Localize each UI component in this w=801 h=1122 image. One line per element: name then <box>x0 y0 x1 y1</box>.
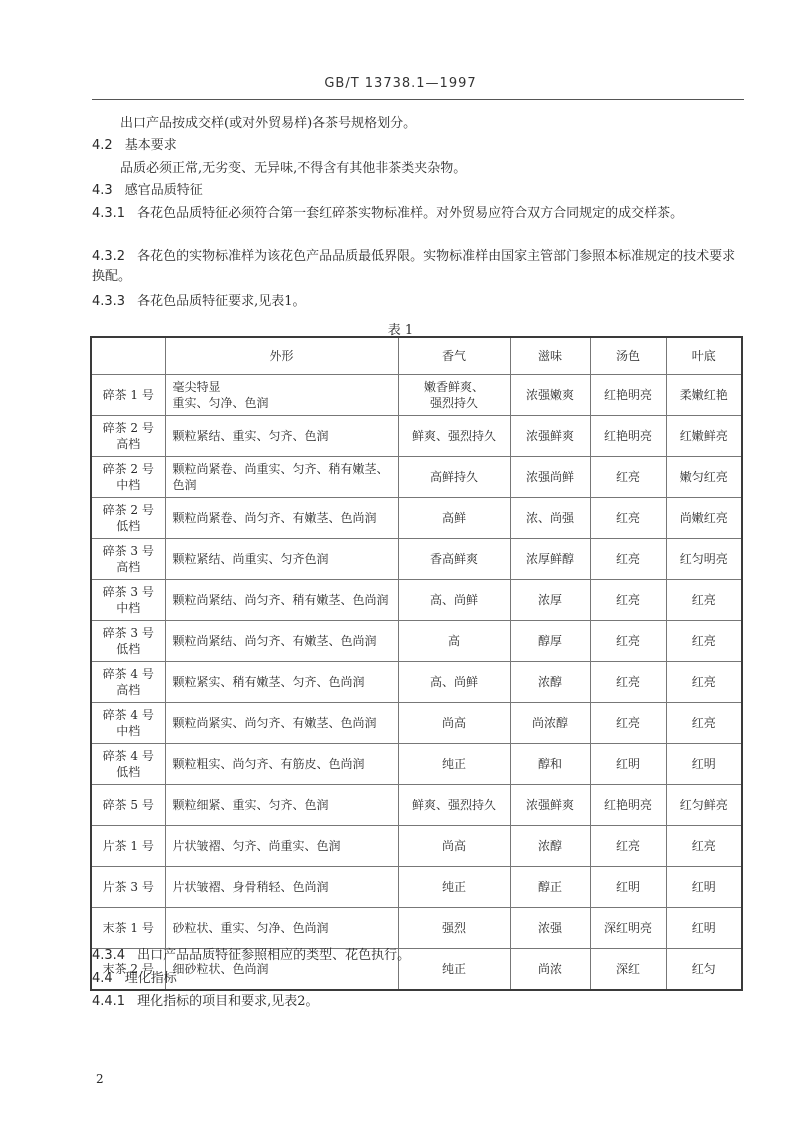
table-row <box>91 457 742 498</box>
leaf-bottom-cell: 红匀鲜亮 <box>666 785 742 826</box>
shape-cell: 颗粒粗实、尚匀齐、有筋皮、色尚润 <box>165 744 398 785</box>
table-row <box>91 703 742 744</box>
clause-number: 4.3.2 <box>92 249 126 264</box>
aroma-cell: 香高鲜爽 <box>398 539 510 580</box>
table-row <box>91 908 742 949</box>
table-row <box>91 580 742 621</box>
column-header-liquor-color: 汤色 <box>590 337 666 375</box>
leaf-bottom-cell: 红匀明亮 <box>666 539 742 580</box>
shape-cell: 片状皱褶、身骨稍轻、色尚润 <box>165 867 398 908</box>
taste-cell: 浓醇 <box>510 826 590 867</box>
grade-cell: 末茶 2 号 <box>91 949 165 990</box>
section-4-3-heading <box>92 181 744 201</box>
taste-cell: 浓厚 <box>510 580 590 621</box>
clause-number: 4.4.1 <box>92 994 126 1009</box>
column-header-taste: 滋味 <box>510 337 590 375</box>
leaf-bottom-cell: 红明 <box>666 867 742 908</box>
taste-cell: 尚浓 <box>510 949 590 990</box>
liquor-color-cell: 深红 <box>590 949 666 990</box>
liquor-color-cell: 红亮 <box>590 457 666 498</box>
taste-cell: 浓醇 <box>510 662 590 703</box>
aroma-cell: 纯正 <box>398 867 510 908</box>
table-header-row <box>91 337 742 375</box>
aroma-cell: 尚高 <box>398 826 510 867</box>
liquor-color-cell: 红明 <box>590 744 666 785</box>
shape-cell: 颗粒紧结、尚重实、匀齐色润 <box>165 539 398 580</box>
clause-4-3-3 <box>92 292 744 312</box>
aroma-cell: 鲜爽、强烈持久 <box>398 785 510 826</box>
grade-cell: 片茶 1 号 <box>91 826 165 867</box>
clause-number: 4.3.3 <box>92 294 126 309</box>
grade-cell: 末茶 1 号 <box>91 908 165 949</box>
shape-cell: 颗粒尚紧卷、尚重实、匀齐、稍有嫩茎、 色润 <box>165 457 398 498</box>
grade-cell: 碎茶 2 号 低档 <box>91 498 165 539</box>
leaf-bottom-cell: 嫩匀红亮 <box>666 457 742 498</box>
clause-4-3-1 <box>92 204 744 224</box>
section-4-2-heading <box>92 136 744 156</box>
leaf-bottom-cell: 红亮 <box>666 826 742 867</box>
clause-body: 出口产品品质特征参照相应的类型、花色执行。 <box>137 948 411 963</box>
clause-4-3-4 <box>92 946 744 966</box>
leaf-bottom-cell: 红嫩鲜亮 <box>666 416 742 457</box>
taste-cell: 尚浓醇 <box>510 703 590 744</box>
grade-cell: 碎茶 3 号 低档 <box>91 621 165 662</box>
liquor-color-cell: 红明 <box>590 867 666 908</box>
leaf-bottom-cell: 红亮 <box>666 621 742 662</box>
shape-cell: 颗粒细紧、重实、匀齐、色润 <box>165 785 398 826</box>
clause-number: 4.3.4 <box>92 948 126 963</box>
liquor-color-cell: 红亮 <box>590 703 666 744</box>
section-number: 4.3 <box>92 183 113 198</box>
grade-cell: 碎茶 4 号 中档 <box>91 703 165 744</box>
taste-cell: 醇和 <box>510 744 590 785</box>
aroma-cell: 纯正 <box>398 949 510 990</box>
taste-cell: 醇正 <box>510 867 590 908</box>
aroma-cell: 强烈 <box>398 908 510 949</box>
aroma-cell: 鲜爽、强烈持久 <box>398 416 510 457</box>
table-row <box>91 867 742 908</box>
grade-cell: 碎茶 1 号 <box>91 375 165 416</box>
table-row <box>91 539 742 580</box>
leaf-bottom-cell: 尚嫩红亮 <box>666 498 742 539</box>
shape-cell: 颗粒尚紧卷、尚匀齐、有嫩茎、色尚润 <box>165 498 398 539</box>
taste-cell: 浓强鲜爽 <box>510 785 590 826</box>
shape-cell: 片状皱褶、匀齐、尚重实、色润 <box>165 826 398 867</box>
clause-body: 各花色品质特征要求,见表1。 <box>137 294 306 309</box>
liquor-color-cell: 红亮 <box>590 580 666 621</box>
shape-cell: 颗粒尚紧结、尚匀齐、有嫩茎、色尚润 <box>165 621 398 662</box>
taste-cell: 浓强嫩爽 <box>510 375 590 416</box>
table-row <box>91 744 742 785</box>
section-number: 4.4 <box>92 971 113 986</box>
column-header-leaf-bottom: 叶底 <box>666 337 742 375</box>
shape-cell: 颗粒紧实、稍有嫩茎、匀齐、色尚润 <box>165 662 398 703</box>
aroma-cell: 高 <box>398 621 510 662</box>
liquor-color-cell: 深红明亮 <box>590 908 666 949</box>
liquor-color-cell: 红亮 <box>590 539 666 580</box>
aroma-cell: 高、尚鲜 <box>398 662 510 703</box>
shape-cell: 毫尖特显 重实、匀净、色润 <box>165 375 398 416</box>
grade-cell: 碎茶 3 号 高档 <box>91 539 165 580</box>
table-row <box>91 375 742 416</box>
liquor-color-cell: 红亮 <box>590 498 666 539</box>
column-header-aroma: 香气 <box>398 337 510 375</box>
table-row <box>91 826 742 867</box>
leaf-bottom-cell: 红明 <box>666 908 742 949</box>
clause-body: 理化指标的项目和要求,见表2。 <box>137 994 319 1009</box>
section-4-4-heading <box>92 969 744 989</box>
aroma-cell: 尚高 <box>398 703 510 744</box>
liquor-color-cell: 红艳明亮 <box>590 375 666 416</box>
clause-number: 4.3.1 <box>92 206 126 221</box>
tea-grade-table <box>90 336 743 991</box>
leaf-bottom-cell: 红亮 <box>666 580 742 621</box>
clause-body: 各花色品质特征必须符合第一套红碎茶实物标准样。对外贸易应符合双方合同规定的成交样茶。 <box>137 206 684 221</box>
taste-cell: 浓、尚强 <box>510 498 590 539</box>
grade-cell: 碎茶 4 号 高档 <box>91 662 165 703</box>
aroma-cell: 嫩香鲜爽、 强烈持久 <box>398 375 510 416</box>
grade-cell: 片茶 3 号 <box>91 867 165 908</box>
liquor-color-cell: 红亮 <box>590 826 666 867</box>
grade-cell: 碎茶 3 号 中档 <box>91 580 165 621</box>
liquor-color-cell: 红亮 <box>590 662 666 703</box>
liquor-color-cell: 红艳明亮 <box>590 416 666 457</box>
section-title: 感官品质特征 <box>124 183 203 198</box>
taste-cell: 浓强 <box>510 908 590 949</box>
liquor-color-cell: 红亮 <box>590 621 666 662</box>
taste-cell: 醇厚 <box>510 621 590 662</box>
header-rule <box>92 99 744 100</box>
aroma-cell: 高鲜持久 <box>398 457 510 498</box>
shape-cell: 颗粒尚紧实、尚匀齐、有嫩茎、色尚润 <box>165 703 398 744</box>
page-number: 2 <box>96 1072 104 1086</box>
aroma-cell: 高鲜 <box>398 498 510 539</box>
table-row <box>91 785 742 826</box>
shape-cell: 颗粒紧结、重实、匀齐、色润 <box>165 416 398 457</box>
grade-cell: 碎茶 4 号 低档 <box>91 744 165 785</box>
grade-cell: 碎茶 2 号 高档 <box>91 416 165 457</box>
grade-cell: 碎茶 5 号 <box>91 785 165 826</box>
basic-requirements-paragraph: 品质必须正常,无劣变、无异味,不得含有其他非茶类夹杂物。 <box>120 161 467 176</box>
table-1-title: 表 1 <box>387 323 414 338</box>
shape-cell: 砂粒状、重实、匀净、色尚润 <box>165 908 398 949</box>
aroma-cell: 高、尚鲜 <box>398 580 510 621</box>
grade-cell: 碎茶 2 号 中档 <box>91 457 165 498</box>
clause-body: 各花色的实物标准样为该花色产品品质最低界限。实物标准样由国家主管部门参照本标准规定的技术要求换配。 <box>92 249 736 284</box>
table-row <box>91 662 742 703</box>
leaf-bottom-cell: 红匀 <box>666 949 742 990</box>
column-header-shape: 外形 <box>165 337 398 375</box>
section-title: 理化指标 <box>124 971 177 986</box>
leaf-bottom-cell: 柔嫩红艳 <box>666 375 742 416</box>
aroma-cell: 纯正 <box>398 744 510 785</box>
taste-cell: 浓强鲜爽 <box>510 416 590 457</box>
table-row <box>91 498 742 539</box>
leaf-bottom-cell: 红明 <box>666 744 742 785</box>
section-number: 4.2 <box>92 138 113 153</box>
taste-cell: 浓厚鲜醇 <box>510 539 590 580</box>
export-grading-paragraph: 出口产品按成交样(或对外贸易样)各茶号规格划分。 <box>120 116 417 131</box>
clause-4-3-2 <box>92 247 744 287</box>
shape-cell: 颗粒尚紧结、尚匀齐、稍有嫩茎、色尚润 <box>165 580 398 621</box>
taste-cell: 浓强尚鲜 <box>510 457 590 498</box>
leaf-bottom-cell: 红亮 <box>666 662 742 703</box>
column-header-grade <box>91 337 165 375</box>
table-row <box>91 416 742 457</box>
clause-4-4-1 <box>92 992 744 1012</box>
liquor-color-cell: 红艳明亮 <box>590 785 666 826</box>
shape-cell: 细砂粒状、色尚润 <box>165 949 398 990</box>
standard-header: GB/T 13738.1—1997 <box>324 76 477 91</box>
section-title: 基本要求 <box>124 138 177 153</box>
table-row <box>91 621 742 662</box>
leaf-bottom-cell: 红亮 <box>666 703 742 744</box>
